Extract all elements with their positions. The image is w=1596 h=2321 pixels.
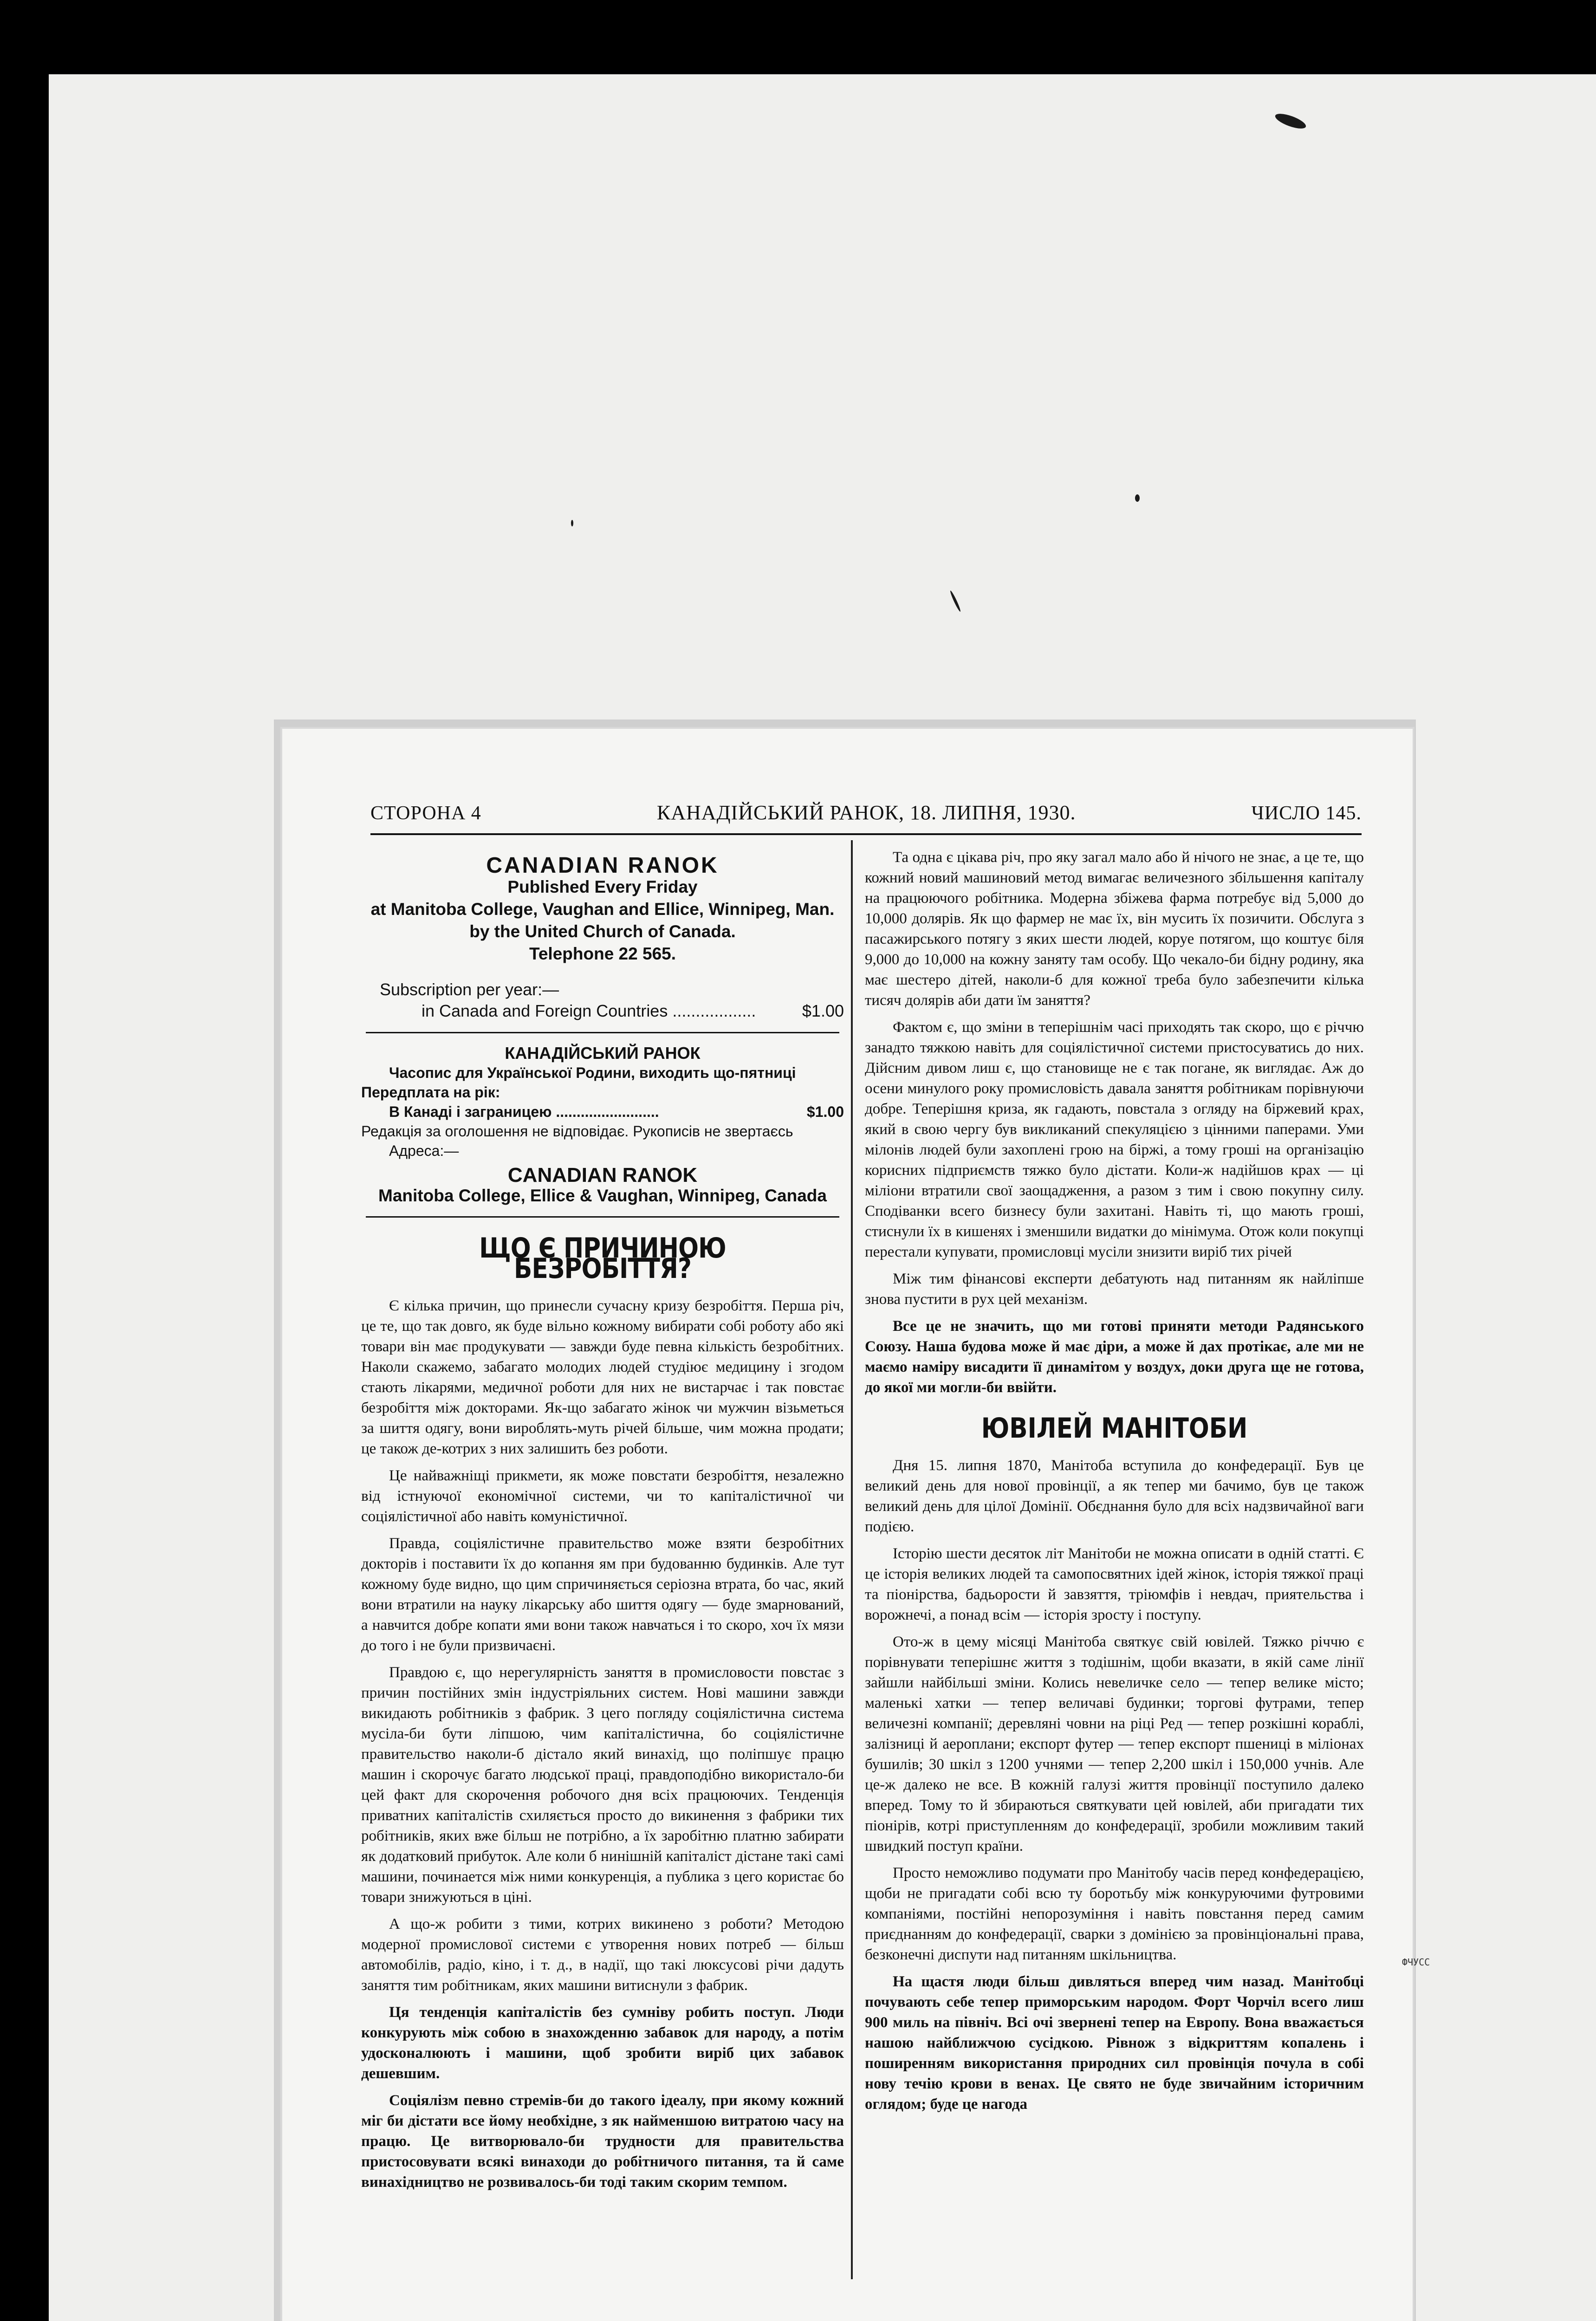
page-header	[370, 801, 1362, 833]
uk-title: КАНАДІЙСЬКИЙ РАНОК	[505, 1044, 701, 1063]
paper-date: КАНАДІЙСЬКИЙ РАНОК, 18. ЛИПНЯ, 1930.	[656, 801, 1076, 824]
paragraph: Просто неможливо подумати про Манітобу часів перед конфедерацією, щоби не пригадати собі всю ту боротьбу між конкуруючими футровими компаніями, постійні непорозуміння і навіть повстання перед самим приєднанням до конфедерації, сварки з домінією за провінціональні права, безконечні диспути над питанням шкільництва.	[865, 1865, 1364, 1963]
uk-price: $1.00	[806, 1103, 844, 1120]
paragraph: Соціялізм певно стремів-би до такого ідеалу, при якому кожний міг би дістати все йому необхідне, з як найменшою витратою часу на працю. Це витворювало-би трудности для правительства пристосовувати всякі винаходи до робітничого питання, та й саме винахідництво не розвивалось-би тоді таким скорим темпом.	[361, 2092, 844, 2191]
masthead-telephone: Telephone 22 565.	[529, 944, 676, 963]
subscription-price: $1.00	[802, 1001, 844, 1020]
paragraph: Правдою є, що нерегулярність заняття в промисловости повстає з причин постійних змін індустріяльних систем. Нові машини завжди викидають робітників з фабрик. З цего погляду соціялістична система мусіла-би бути ліпшою, чим капіталістична, бо соціялістичне правительство наколи-б дістало який винахід, що поліпшує працю машин і скорочує багато людської праці, правдоподібно використало-би цей факт для скорочення робочого дня всіх працюючих. Тенденція приватних капіталістів схиляється просто до викинення з фабрики тих робітників, яких вже більш не потрібно, а їх заробітню платню забирати як додатковий прибуток. Але коли б нинішній капіталіст дістане такі самі машини, починается між ними конкуренція, а публика з цего користає бо товари знижуються в ціні.	[361, 1664, 844, 1906]
dust-speck	[1135, 494, 1140, 502]
address-line: Manitoba College, Ellice & Vaughan, Winnipeg, Canada	[378, 1186, 827, 1205]
divider	[366, 1032, 839, 1033]
uk-line-4: Редакція за оголошення не відповідає. Рукописів не звертаєсь	[361, 1123, 793, 1140]
article-1-body	[361, 1296, 844, 2192]
uk-line-2: Передплата на рік:	[361, 1084, 500, 1101]
paragraph: Це найважніщі прикмети, як можe повстати безробіття, незалежно від істнуючої економічної системи, чи то капіталістичної чи соціялістичної або навіть комуністичної.	[361, 1467, 844, 1525]
uk-price-row	[361, 1102, 844, 1122]
subscription-dots: ..................	[672, 1001, 756, 1020]
article-1-continued	[865, 847, 1364, 1398]
margin-note: ФЧУСС	[1402, 1957, 1430, 1968]
paragraph: Фактом є, що зміни в теперішнім часі приходять так скоро, що є річчю занадто тяжкою навіть для соціялістичної системи пристосуватись до них. Дійсним дивом лиш є, що становище не є так погане, як виглядає. Аж до осени минулого року промисловість давала заняття робітникам порівнуючи добре. Теперішня криза, як гадають, повстала з огляду на біржевий крах, який в свою чергу був викликаний спекуляцією з цінними паперами. Уми мілонів людей були захоплені грою на біржі, а тому гроші на організацію корисних підприємств тяжко було дістати. Коли-ж надійшов крах — ці міліони втратили свої заощадження, а разом з тим і свою покупну силу. Сподіванки всего бизнесу були захитані. Навіть ті, що мають гроші, стиснули їх в кишенях і зменшили видатки до мінімума. Отож коли покупці перестали купувати, промисловці мусіли знизити виріб тих річей	[865, 1019, 1364, 1260]
paragraph: А що-ж робити з тими, котрих викинено з роботи? Методою модерної промислової системи є утворення нових потреб — більш автомобілів, радіо, кіно, і т. д., в надії, що такі люксусові річи дадуть заняття тим робітникам, яких машини витиснули з фабрик.	[361, 1916, 844, 1994]
subscription-info	[361, 979, 844, 1022]
paragraph: Є кілька причин, що принесли сучасну кризу безробіття. Перша річ, це те, що так довго, як буде вільно кожному вибирати собі роботу або які товари він має продукувати — завжди буде певна кількість безробітних. Наколи скажемо, забагато молодих людей студіює медицину і згодом стають лікарями, медичної роботи для них не вистарчає і так повстає безробіття між докторами. Як-що забагато жінок чи мужчин візьметься за шиття одягу, вони вироблять-муть річей більше, чим можна продати; це також де-котрих з них залишить без роботи.	[361, 1297, 844, 1457]
masthead-title: CANADIAN RANOK	[486, 853, 719, 878]
subscription-label: Subscription per year:—	[380, 980, 559, 999]
address-block	[361, 1165, 844, 1206]
dust-speck	[571, 520, 573, 526]
paragraph: Та одна є цікава річ, про яку загал мало або й нічого не знає, а це те, що кожний новий машиновий метод вимагає величезного збільшення капіталу на працюючого робітника. Модерна збіжева фарма потребує від 5,000 до 10,000 долярів. Як що фармер не має їх, він мусить їх позичити. Обслуга з пасажирського потягу з яких шести людей, коруе потягом, що коштує біля 9,000 до 10,000 на кожну заняту там особу. Що чекало-би бідну родину, яка має шестеро дітей, наколи-б для кожної треба було забезпечити кілька тисяч долярів аби дати їм заняття?	[865, 849, 1364, 1009]
paragraph: Дня 15. липня 1870, Манітоба вступила до конфедерації. Був це великий день для нової провінції, а як тепер ми бачимо, був це також великий день для цілої Домінії. Обєднання було для всіх надзвичайної ваги подією.	[865, 1457, 1364, 1535]
paragraph: Між тим фінансові експерти дебатують над питанням як найліпше знова пустити в рух цей механізм.	[865, 1271, 1364, 1308]
divider	[366, 1216, 839, 1218]
article-2-body	[865, 1455, 1364, 2114]
page-label: СТОРОНА 4	[370, 803, 481, 824]
paragraph: Все це не значить, що ми готові приняти методи Радянського Союзу. Наша будова може й має діри, а може й дах протікає, але ми не маємо наміру висадити її динамітом у воздух, доки друга ще не готова, до якої ми могли-би ввійти.	[865, 1318, 1364, 1396]
uk-price-label: В Канаді і заграницею	[389, 1103, 552, 1120]
address-title: CANADIAN RANOK	[507, 1164, 698, 1186]
masthead	[361, 853, 844, 965]
paragraph: Правда, соціялістичне правительство може взяти безробітних докторів і поставити їх до копання ям при будованню будинків. Але тут кожному буде видно, що цим спричиняється серіозна втрата, бо час, який вони втратили на науку лікарську або шиття одягу — буде змарнований, а навчится добре копати ями вони також навчаться і то скоро, хоч їх мязи до того і не були призвичаєні.	[361, 1535, 844, 1654]
paragraph: Історію шести десяток літ Манітоби не можна описати в одній статті. Є це історія великих людей та самопосвятних ідей жінок, історія тяжкої праці та піонірства, бадьорости й завзяття, тріюмфів і невдач, приятельства і ворожнечі, а понад всім — історія зросту і поступу.	[865, 1545, 1364, 1623]
subscription-where: in Canada and Foreign Countries	[422, 1001, 668, 1020]
masthead-address-2: by the United Church of Canada.	[469, 922, 736, 941]
column-rule	[851, 840, 853, 2279]
ukrainian-masthead	[361, 1044, 844, 1160]
paragraph: Ото-ж в цему місяці Манітоба святкує свій ювілей. Тяжко річчю є порівнувати теперішнє життя з тодішнім, щоби вказати, в якій саме лінії зайшли найбільші зміни. Колись невеличке село — тепер велике місто; маленькі хатки — тепер величаві будинки; торгові футрами, тепер величезні компанії; деревляні човни на ріці Ред — тепер розкішні кораблі, залізниці й аероплани; експорт футер — тепер експорт пшениці в міліонах бушилів; 30 шкіл з 1200 учнями — тепер 2,200 шкіл і 150,000 учнів. Але це-ж далеко не все. В кожній галузі життя провінції поступило далеко вперед. Тому то й збираються святкувати цей ювілей, аби пригадати тих піонірів, котрі приступленням до конфедерації, зробили можливим такий швидкий поступ країни.	[865, 1634, 1364, 1854]
uk-line-5: Адреса:—	[389, 1142, 459, 1159]
header-rule	[370, 833, 1362, 835]
uk-line-1: Часопис для Української Родини, виходить що-пятниці	[389, 1064, 796, 1081]
newspaper-page	[282, 729, 1413, 2321]
paragraph: Ця тенденція капіталістів без сумніву робить поступ. Люди конкурують між собою в знахожденню забавок для народу, а потім удосконалюють і машини, щоб зробити виріб цих забавок дешевшим.	[361, 2004, 844, 2082]
article-1-headline: ЩО Є ПРИЧИНОЮ БЕЗРОБІТТЯ?	[479, 1232, 726, 1285]
right-column	[865, 847, 1364, 2114]
subscription-row	[380, 1000, 844, 1022]
paragraph: На щастя люди більш дивляться вперед чим назад. Манітобці почувають себе тепер приморським народом. Форт Чорчіл всего лиш 900 миль на північ. Всі очі звернені тепер на Европу. Вона вважається нашою найближчою сусідкою. Рівнож з відкриттям копалень і поширенням використання природних сил провінція почула в собі нову течію крови в венах. Це свято не буде звичайним історичним оглядом; буде це нагода	[865, 1973, 1364, 2113]
uk-price-dots: .........................	[556, 1103, 659, 1120]
article-2-headline: ЮВІЛЕЙ МАНІТОБИ	[981, 1412, 1248, 1445]
masthead-address-1: at Manitoba College, Vaughan and Ellice, Winnipeg, Man.	[370, 900, 835, 919]
masthead-published: Published Every Friday	[507, 877, 698, 896]
issue-number: ЧИСЛО 145.	[1251, 803, 1362, 824]
left-column	[361, 847, 844, 2192]
